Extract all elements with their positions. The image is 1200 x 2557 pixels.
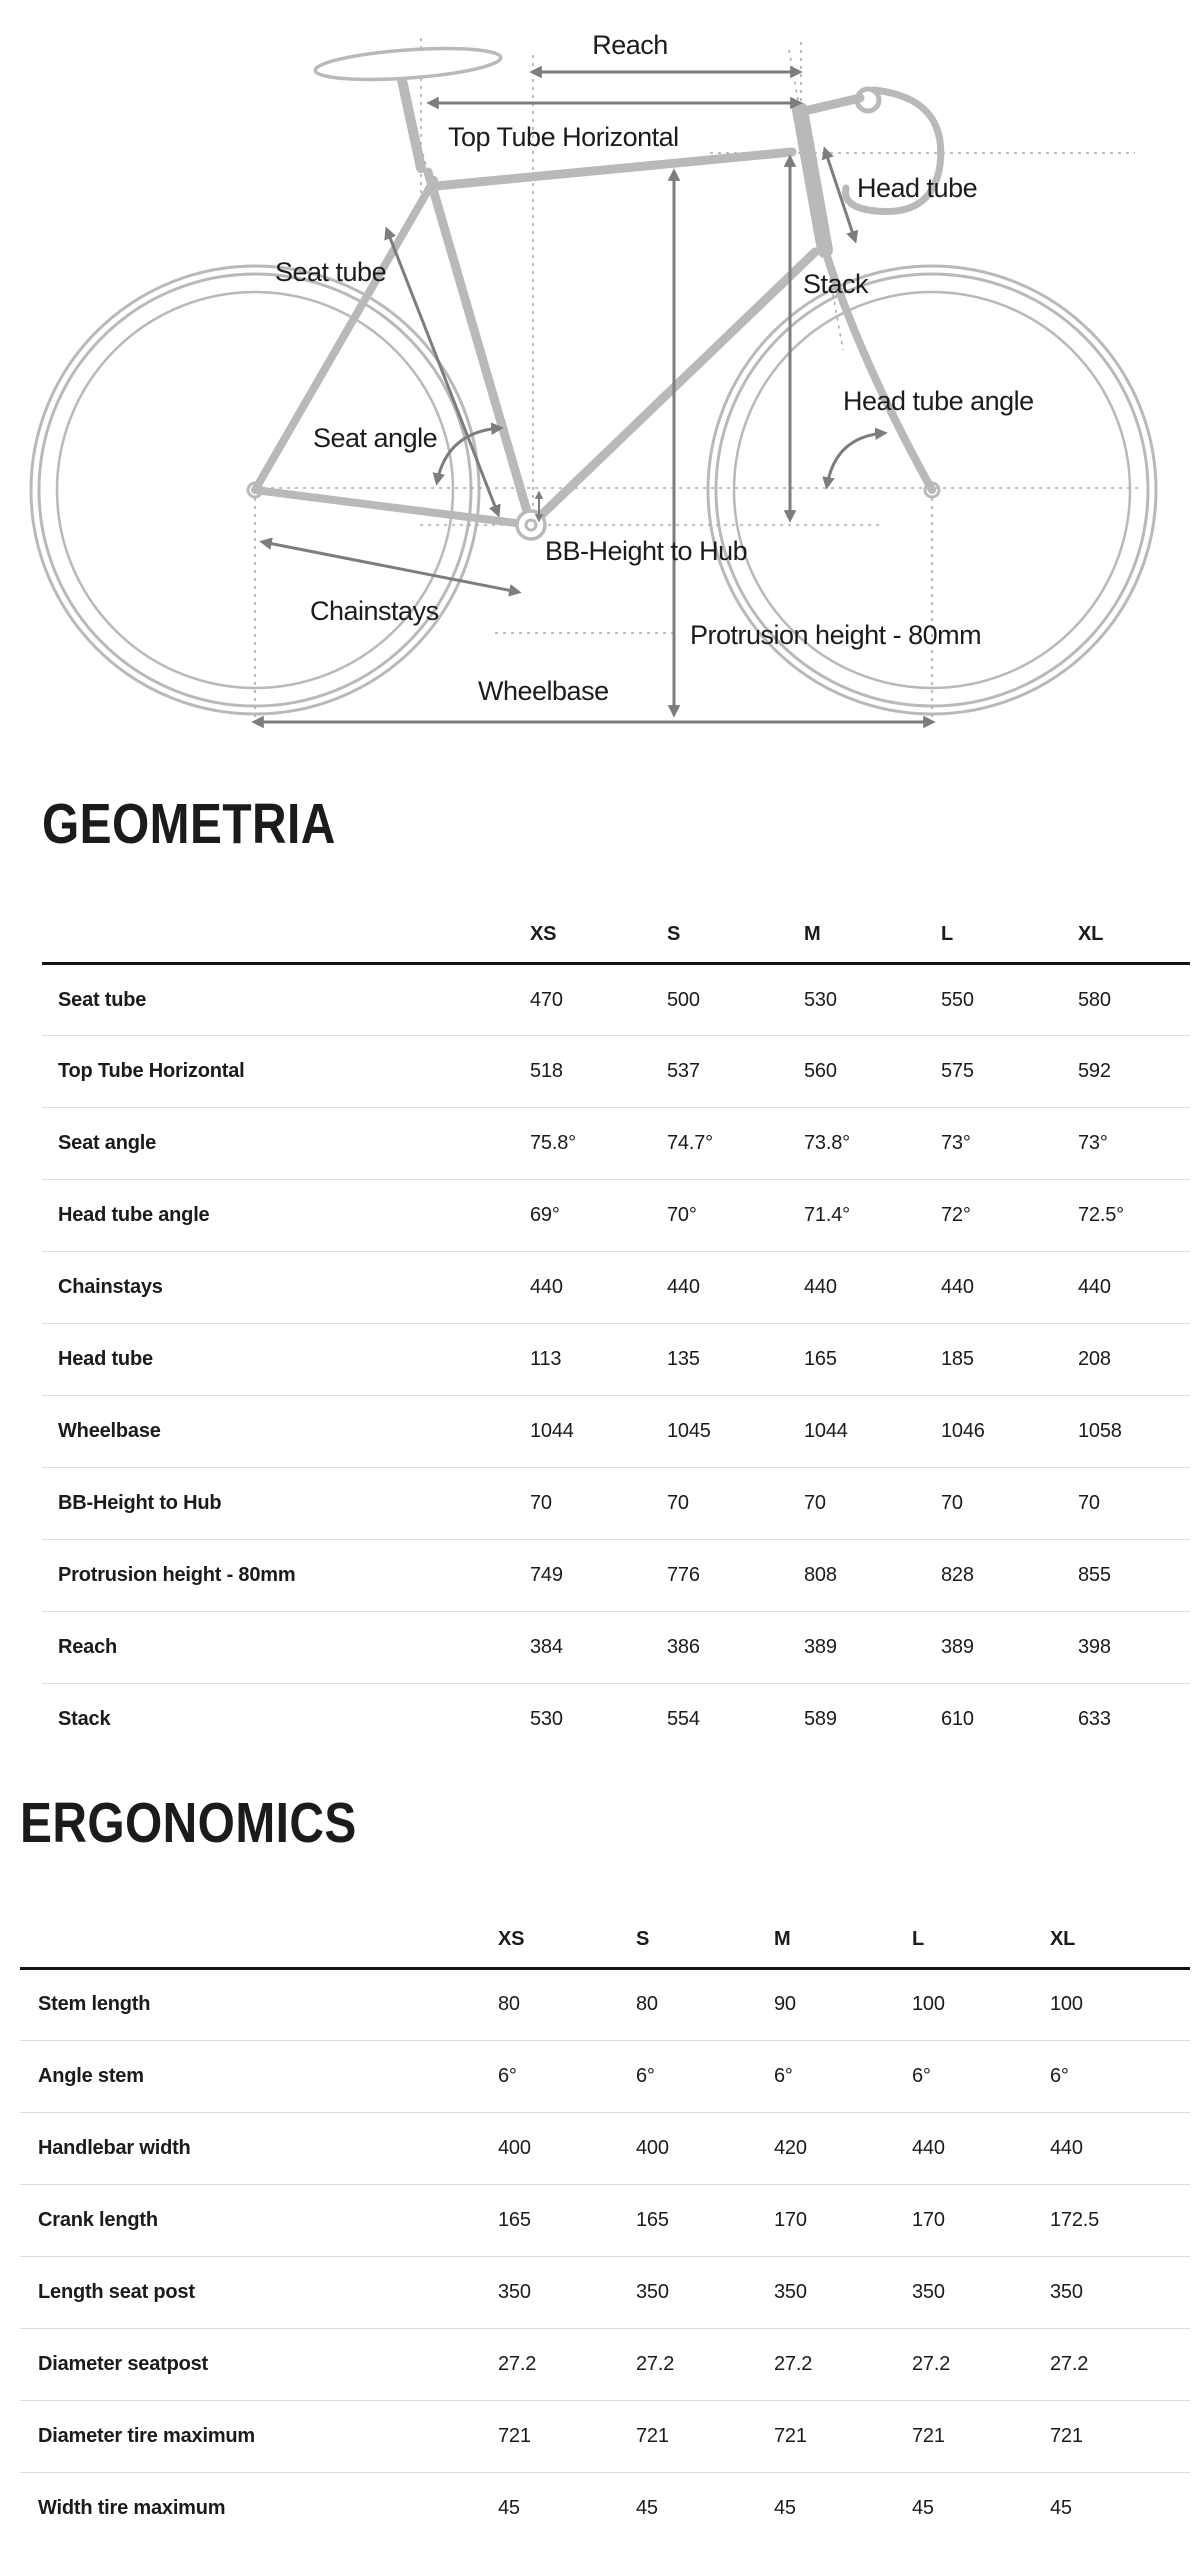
cell-value: 70	[804, 1492, 826, 1514]
cell-value: 165	[498, 2208, 531, 2231]
cell-value: 808	[804, 1564, 837, 1586]
cell-value: 27.2	[636, 2352, 675, 2375]
empty-corner-cell	[42, 923, 530, 964]
reach-label: Reach	[592, 30, 668, 60]
bb-height-to-hub-label: BB-Height to Hub	[545, 536, 748, 566]
cell-value: 350	[774, 2280, 807, 2303]
cell-value: 6°	[774, 2064, 793, 2087]
cell-value: 1046	[941, 1420, 985, 1442]
row-label: Head tube	[58, 1348, 153, 1370]
cell-value: 70	[941, 1492, 963, 1514]
table-row	[42, 1540, 1190, 1612]
cell-value: 384	[530, 1636, 563, 1658]
cell-value: 6°	[498, 2064, 517, 2087]
table-row	[42, 1468, 1190, 1540]
row-label: Length seat post	[38, 2280, 195, 2303]
cell-value: 6°	[1050, 2064, 1069, 2087]
cell-value: 440	[1050, 2136, 1083, 2159]
cell-value: 135	[667, 1348, 700, 1370]
table-row	[42, 1684, 1190, 1756]
ergonomics-section	[0, 1790, 1200, 2545]
geometry-section-title: GEOMETRIA	[42, 792, 336, 856]
table-row	[20, 2472, 1190, 2544]
row-label: Diameter tire maximum	[38, 2424, 256, 2447]
size-column-header: XL	[1050, 1927, 1076, 1950]
cell-value: 589	[804, 1708, 837, 1731]
cell-value: 721	[774, 2424, 807, 2447]
row-label: Width tire maximum	[38, 2496, 226, 2519]
cell-value: 70	[667, 1492, 689, 1514]
geometry-table	[42, 923, 1190, 1756]
seatpost	[402, 80, 421, 168]
cell-value: 350	[912, 2280, 945, 2303]
cell-value: 72°	[941, 1204, 971, 1226]
row-label: Stem length	[38, 1993, 151, 2015]
cell-value: 100	[912, 1993, 945, 2015]
size-column-header: XL	[1078, 923, 1104, 945]
ergonomics-section-title: ERGONOMICS	[20, 1790, 357, 1855]
cell-value: 440	[1078, 1276, 1111, 1298]
saddle	[314, 44, 502, 85]
table-row	[42, 1324, 1190, 1396]
cell-value: 208	[1078, 1348, 1111, 1370]
ergonomics-header-row	[20, 1928, 1190, 1969]
cell-value: 80	[636, 1993, 658, 2015]
cell-value: 170	[912, 2208, 945, 2231]
size-column-header: S	[636, 1927, 650, 1950]
cell-value: 70°	[667, 1204, 697, 1226]
cell-value: 592	[1078, 1060, 1111, 1082]
row-label: Top Tube Horizontal	[58, 1060, 245, 1082]
table-row	[42, 1108, 1190, 1180]
cell-value: 389	[941, 1636, 974, 1658]
cell-value: 73.8°	[804, 1132, 850, 1154]
cell-value: 530	[530, 1708, 563, 1731]
cell-value: 389	[804, 1636, 837, 1658]
table-row	[20, 2112, 1190, 2184]
bike-diagram-svg	[0, 0, 1200, 745]
table-row	[42, 1180, 1190, 1252]
cell-value: 580	[1078, 988, 1111, 1011]
cell-value: 500	[667, 988, 700, 1011]
wheelbase-label: Wheelbase	[478, 676, 609, 706]
cell-value: 350	[498, 2280, 531, 2303]
cell-value: 70	[1078, 1492, 1100, 1514]
seat-tube-label: Seat tube	[275, 257, 387, 287]
bottom-bracket	[517, 511, 545, 539]
cell-value: 350	[636, 2280, 669, 2303]
stem	[800, 98, 860, 112]
cell-value: 470	[530, 988, 563, 1011]
bike-geometry-diagram	[0, 0, 1200, 745]
seat-angle-label: Seat angle	[313, 423, 438, 453]
seat-tube-arrow	[387, 230, 498, 514]
cell-value: 1045	[667, 1420, 711, 1442]
cell-value: 165	[804, 1348, 837, 1370]
cell-value: 1044	[804, 1420, 848, 1442]
diagram-labels	[275, 30, 1034, 706]
cell-value: 721	[912, 2424, 945, 2447]
cell-value: 27.2	[1050, 2352, 1089, 2375]
cell-value: 73°	[1078, 1132, 1108, 1154]
cell-value: 776	[667, 1564, 700, 1586]
cell-value: 70	[530, 1492, 552, 1514]
cell-value: 75.8°	[530, 1132, 576, 1154]
row-label: Angle stem	[38, 2064, 144, 2087]
stack-label: Stack	[803, 269, 869, 299]
cell-value: 27.2	[498, 2352, 537, 2375]
cell-value: 721	[1050, 2424, 1083, 2447]
cell-value: 80	[498, 1993, 520, 2015]
cell-value: 518	[530, 1060, 563, 1082]
size-column-header: L	[912, 1927, 925, 1950]
cell-value: 440	[667, 1276, 700, 1298]
cell-value: 71.4°	[804, 1204, 850, 1226]
cell-value: 90	[774, 1993, 796, 2015]
cell-value: 721	[636, 2424, 669, 2447]
cell-value: 72.5°	[1078, 1204, 1124, 1226]
empty-corner-cell	[20, 1928, 498, 1969]
head-tube-angle-label: Head tube angle	[843, 386, 1034, 416]
size-column-header: XS	[530, 923, 557, 945]
head-tube-arrow	[825, 150, 855, 240]
cell-value: 749	[530, 1564, 563, 1586]
cell-value: 400	[498, 2136, 531, 2159]
cell-value: 554	[667, 1708, 700, 1731]
cell-value: 6°	[636, 2064, 655, 2087]
table-row	[42, 1396, 1190, 1468]
top-tube-line	[436, 152, 792, 186]
head-tube-label: Head tube	[857, 173, 978, 203]
table-row	[20, 2184, 1190, 2256]
table-row	[20, 1968, 1190, 2040]
cell-value: 828	[941, 1564, 974, 1586]
head-tube-angle-arc	[827, 433, 884, 486]
cell-value: 1044	[530, 1420, 574, 1442]
cell-value: 100	[1050, 1993, 1083, 2015]
chainstays-label: Chainstays	[310, 596, 439, 626]
table-row	[42, 964, 1190, 1036]
cell-value: 400	[636, 2136, 669, 2159]
cell-value: 27.2	[774, 2352, 813, 2375]
cell-value: 420	[774, 2136, 807, 2159]
size-column-header: XS	[498, 1927, 525, 1950]
cell-value: 170	[774, 2208, 807, 2231]
cell-value: 537	[667, 1060, 700, 1082]
table-row	[42, 1252, 1190, 1324]
top-tube-horizontal-label: Top Tube Horizontal	[448, 122, 679, 152]
geometry-section	[0, 792, 1200, 1756]
row-label: Handlebar width	[38, 2136, 191, 2159]
cell-value: 45	[774, 2496, 796, 2519]
cell-value: 350	[1050, 2280, 1083, 2303]
table-row	[42, 1612, 1190, 1684]
table-row	[42, 1036, 1190, 1108]
size-column-header: S	[667, 923, 681, 945]
cell-value: 172.5	[1050, 2208, 1100, 2231]
ergonomics-table	[20, 1928, 1190, 2545]
row-label: Head tube angle	[58, 1204, 210, 1226]
cell-value: 185	[941, 1348, 974, 1370]
cell-value: 69°	[530, 1204, 560, 1226]
cell-value: 165	[636, 2208, 669, 2231]
cell-value: 386	[667, 1636, 700, 1658]
row-label: Diameter seatpost	[38, 2352, 208, 2375]
cell-value: 27.2	[912, 2352, 951, 2375]
head-tube-line	[800, 110, 825, 250]
row-label: BB-Height to Hub	[58, 1492, 222, 1514]
cell-value: 855	[1078, 1564, 1111, 1586]
cell-value: 610	[941, 1708, 974, 1731]
table-row	[20, 2400, 1190, 2472]
cell-value: 1058	[1078, 1420, 1122, 1442]
cell-value: 73°	[941, 1132, 971, 1154]
row-label: Seat angle	[58, 1132, 157, 1154]
chainstays-arrow	[263, 542, 518, 592]
row-label: Protrusion height - 80mm	[58, 1564, 296, 1586]
cell-value: 530	[804, 988, 837, 1011]
cell-value: 721	[498, 2424, 531, 2447]
protrusion-height-label: Protrusion height - 80mm	[690, 620, 982, 650]
cell-value: 74.7°	[667, 1132, 713, 1154]
cell-value: 440	[530, 1276, 563, 1298]
cell-value: 45	[1050, 2496, 1072, 2519]
table-row	[20, 2328, 1190, 2400]
cell-value: 560	[804, 1060, 837, 1082]
row-label: Chainstays	[58, 1276, 163, 1298]
cell-value: 550	[941, 988, 974, 1011]
cell-value: 575	[941, 1060, 974, 1082]
size-column-header: M	[804, 923, 821, 945]
cell-value: 45	[912, 2496, 934, 2519]
row-label: Reach	[58, 1636, 118, 1658]
cell-value: 440	[804, 1276, 837, 1298]
row-label: Seat tube	[58, 988, 147, 1011]
cell-value: 6°	[912, 2064, 931, 2087]
table-row	[20, 2040, 1190, 2112]
cell-value: 113	[530, 1348, 562, 1370]
row-label: Stack	[58, 1708, 111, 1731]
cell-value: 398	[1078, 1636, 1111, 1658]
cell-value: 45	[636, 2496, 658, 2519]
cell-value: 633	[1078, 1708, 1111, 1731]
row-label: Crank length	[38, 2208, 158, 2231]
cell-value: 45	[498, 2496, 520, 2519]
geometry-header-row	[42, 923, 1190, 964]
cell-value: 440	[941, 1276, 974, 1298]
row-label: Wheelbase	[58, 1420, 161, 1442]
cell-value: 440	[912, 2136, 945, 2159]
size-column-header: L	[941, 923, 954, 945]
size-column-header: M	[774, 1927, 791, 1950]
table-row	[20, 2256, 1190, 2328]
